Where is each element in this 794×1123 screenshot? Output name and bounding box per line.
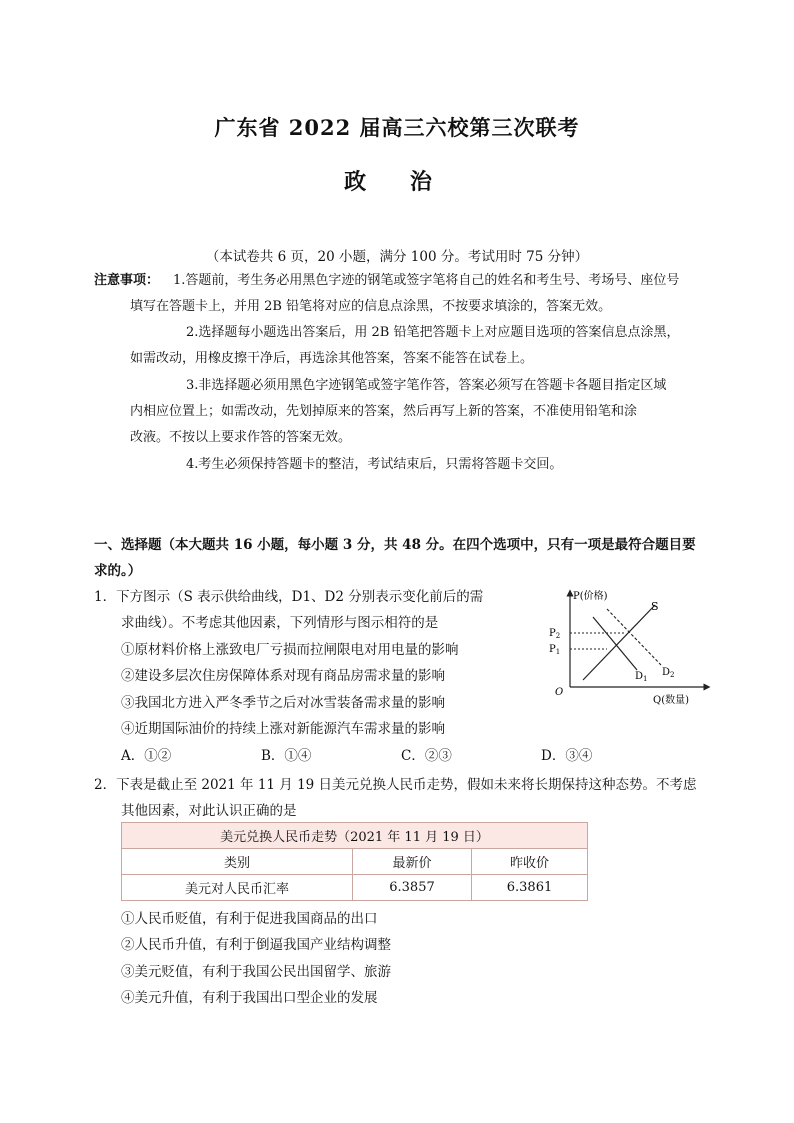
supply-curve (583, 605, 655, 680)
q2-item-1: ①人民币贬值，有利于促进我国商品的出口 (121, 911, 378, 927)
x-axis-label: Q(数量) (653, 695, 690, 706)
section-heading-1: 一、选择题（本大题共 16 小题，每小题 3 分，共 48 分。在四个选项中，只有一项是最符合题目要 (94, 537, 696, 553)
note-1b: 填写在答题卡上，并用 2B 铅笔将对应的信息点涂黑，不按要求填涂的，答案无效。 (130, 299, 612, 314)
y-axis-label: P(价格) (573, 591, 608, 602)
note-3a: 3.非选择题必须用黑色字迹钢笔或签字笔作答，答案必须写在答题卡各题目指定区域 (186, 378, 667, 393)
notes-line-1 (94, 268, 679, 294)
q1-item-4: ④近期国际油价的持续上涨对新能源汽车需求量的影响 (121, 721, 445, 737)
q1-item-3: ③我国北方进入严冬季节之后对冰雪装备需求量的影响 (121, 695, 445, 711)
origin-label: O (555, 687, 564, 698)
q1-options (121, 743, 592, 769)
q1-option-a[interactable]: A．①② (121, 748, 172, 764)
note-3b: 内相应位置上；如需改动，先划掉原来的答案，然后再写上新的答案，不准使用铅笔和涂 (130, 404, 638, 419)
d2-label: $D_2$ (662, 667, 675, 679)
q2-stem-1: 2．下表是截止至 2021 年 11 月 19 日美元兑换人民币走势，假如未来将长期保持这种态势。不考虑 (94, 777, 697, 793)
q2-item-3: ③美元贬值，有利于我国公民出国留学、旅游 (121, 964, 391, 980)
note-2a: 2.选择题每小题选出答案后，用 2B 铅笔把答题卡上对应题目选项的答案信息点涂黑， (186, 325, 680, 340)
p1-label: $P_1$ (549, 644, 561, 656)
exchange-rate-table (121, 822, 588, 901)
q1-stem-2: 求曲线）。不考虑其他因素，下列情形与图示相符的是 (121, 615, 439, 631)
table-header-latest: 最新价 (353, 849, 472, 875)
note-2b: 如需改动，用橡皮擦干净后，再选涂其他答案，答案不能答在试卷上。 (130, 351, 534, 366)
supply-demand-graph (545, 585, 715, 710)
supply-label: S (651, 600, 659, 613)
q1-stem-1: 1．下方图示（S 表示供给曲线，D1、D2 分别表示变化前后的需 (94, 589, 484, 605)
q2-item-4: ④美元升值，有利于我国出口型企业的发展 (121, 990, 378, 1006)
note-3c: 改液。不按以上要求作答的答案无效。 (130, 430, 352, 445)
exam-subject: 政 治 (344, 169, 450, 195)
exam-title: 广东省 2022 届高三六校第三次联考 (214, 115, 580, 140)
q1-option-c[interactable]: C．②③ (401, 748, 452, 764)
note-1a: 1.答题前，考生务必用黑色字迹的钢笔或签字笔将自己的姓名和考生号、考场号、座位号 (173, 273, 680, 288)
p2-label: $P_2$ (549, 628, 561, 640)
q1-item-1: ①原材料价格上涨致电厂亏损而拉闸限电对用电量的影响 (121, 642, 459, 658)
q2-item-2: ②人民币升值，有利于倒逼我国产业结构调整 (121, 937, 391, 953)
demand-curve-d2 (607, 609, 661, 665)
q1-item-2: ②建设多层次住房保障体系对现有商品房需求量的影响 (121, 668, 445, 684)
q2-stem-2: 其他因素，对此认识正确的是 (121, 803, 297, 819)
table-cell-latest: 6.3857 (353, 875, 472, 901)
q1-option-d[interactable]: D．③④ (541, 748, 593, 764)
section-heading-2: 求的。） (94, 563, 142, 579)
table-caption: 美元兑换人民币走势（2021 年 11 月 19 日） (122, 823, 588, 849)
exam-info: （本试卷共 6 页，20 小题，满分 100 分。考试用时 75 分钟） (205, 249, 589, 265)
d1-label: $D_1$ (635, 671, 648, 683)
table-cell-previous: 6.3861 (472, 875, 588, 901)
table-header-category: 类别 (122, 849, 353, 875)
note-4: 4.考生必须保持答题卡的整洁，考试结束后，只需将答题卡交回。 (186, 457, 563, 472)
table-cell-category: 美元对人民币汇率 (122, 875, 353, 901)
notes-label: 注意事项： (94, 273, 160, 288)
q1-option-b[interactable]: B．①④ (261, 748, 312, 764)
table-header-previous: 昨收价 (472, 849, 588, 875)
